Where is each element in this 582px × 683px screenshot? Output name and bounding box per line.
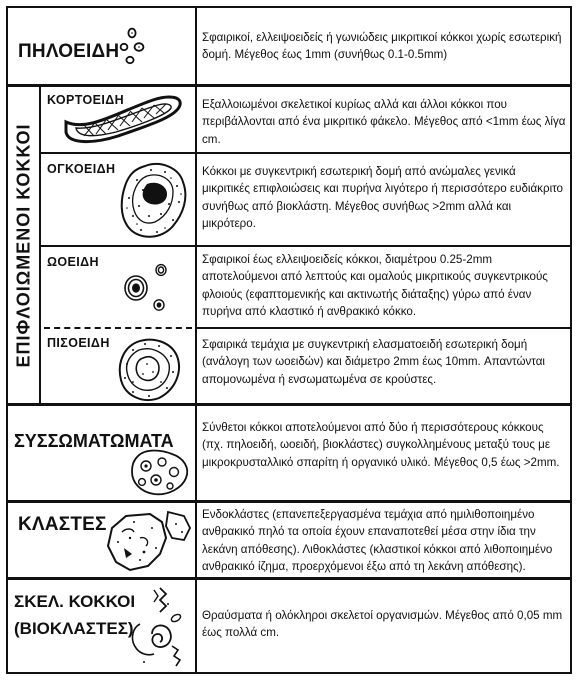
row-title-klastes: ΚΛΑΣΤΕΣ [18,514,107,535]
clast-grains-icon [104,508,194,578]
column-divider [195,6,197,674]
pisoid-grain-icon [113,334,189,404]
row-divider [6,577,572,580]
skeletal-fragments-icon [124,584,190,670]
row-title-skel-line2: (ΒΙΟΚΛΑΣΤΕΣ) [14,619,134,638]
dashed-divider [44,327,192,329]
row-divider [196,327,572,329]
row-divider [39,245,572,247]
row-title-skel-line1: ΣΚΕΛ. ΚΟΚΚΟΙ [14,592,136,611]
row-divider [6,500,572,503]
aggregate-grains-icon [128,446,194,500]
row-divider [39,152,572,154]
row-title-syssomatomata: ΣΥΣΣΩΜΑΤΩΜΑΤΑ [14,431,174,451]
pellet-grains-icon [118,26,162,70]
row-title-kortoeidi: ΚΟΡΤΟΕΙΔΗ [47,93,125,107]
description-piloeidi: Σφαιρικοί, ελλειψοειδείς ή γωνιώδεις μικριτικοί κόκκοι χωρίς εσωτερική δομή. Μέγεθος έως 1mm (συνήθως 0.1-0.5mm) [202,31,562,62]
row-title-onkoeidi: ΟΓΚΟΕΙΔΗ [47,162,116,176]
description-kortoeidi: Εξαλλοιωμένοι σκελετικοί κυρίως αλλά και άλλοι κόκκοι που περιβάλλονται από ένα μικριτικό φάκελο. Μέγεθος από <1mm έως λίγα cm. [202,98,566,146]
group-column-divider [39,84,41,404]
description-onkoeidi: Κόκκοι με συγκεντρική εσωτερική δομή από ανώμαλες γενικά μικριτικές επιφλοιώσεις και πυρήνα λιγότερο ή περισσότερο ευδιάκριτο συνήθως από βιοκλάστη. Μέγεθος συνήθως >2mm αλλά και μικρότερο. [202,165,564,231]
description-skel: Θραύσματα ή ολόκληροι σκελετοί οργανισμών. Μέγεθος από 0,05 mm έως πολλά cm. [202,609,563,640]
row-title-pisoeidi: ΠΙΣΟΕΙΔΗ [47,336,110,350]
description-syssomatomata: Σύνθετοι κόκκοι αποτελούμενοι από δύο ή περισσότερους κόκκους (πχ. πηλοειδή, ωοειδή, βιοκλάστες) συγκολλημένους μεταξύ τους με μικροκρυσταλλικό σπαρίτη ή οργανικό υλικό. Μέγεθος 0,5 έως >2mm. [202,421,560,469]
oncoid-grain-icon [113,158,193,244]
coated-grains-group-label: ΕΠΙΦΛΟΙΩΜΕΝΟΙ ΚΟΚΚΟΙ [13,122,34,368]
description-ooeidi: Σφαιρικοί έως ελλειψοειδείς κόκκοι, διαμέτρου 0.25-2mm αποτελούμενοι από λεπτούς και ομαλούς μικριτικούς συγκεντρικούς φλοιούς (εφαπτομενικής και ακτινωτής διάταξης) γύρω από έναν πυρήνα από κλαστικό ή ανθρακικό κόκκο. [202,253,548,319]
ooid-grains-icon [114,258,174,318]
description-klastes: Ενδοκλάστες (επανεπεξεργασμένα τεμάχια από ημιλιθοποιημένο ανθρακικό πηλό τα οποία έχουν επαναποτεθεί μέσα στην ίδια την λεκάνη απόθεσης). Λιθοκλάστες (κλαστικοί κόκκοι από λιθοποιημένο ανθρακικό ίζημα, προερχόμενοι έξω από τη λεκάνη απόθεσης). [202,508,553,574]
description-pisoeidi: Σφαιρικά τεμάχια με συγκεντρική ελασματοειδή εσωτερική δομή (ανάλογη των ωοειδών) και διάμετρο 2mm έως 10mm. Απαντώνται απομονωμένα ή ενσωματωμένα σε κρούστες. [202,338,545,386]
row-title-ooeidi: ΩΟΕΙΔΗ [47,255,99,269]
row-title-piloeidi: ΠΗΛΟΕΙΔΗ [18,41,120,62]
cortoid-grain-icon [58,92,188,152]
row-divider [6,403,572,406]
row-divider [6,84,572,87]
